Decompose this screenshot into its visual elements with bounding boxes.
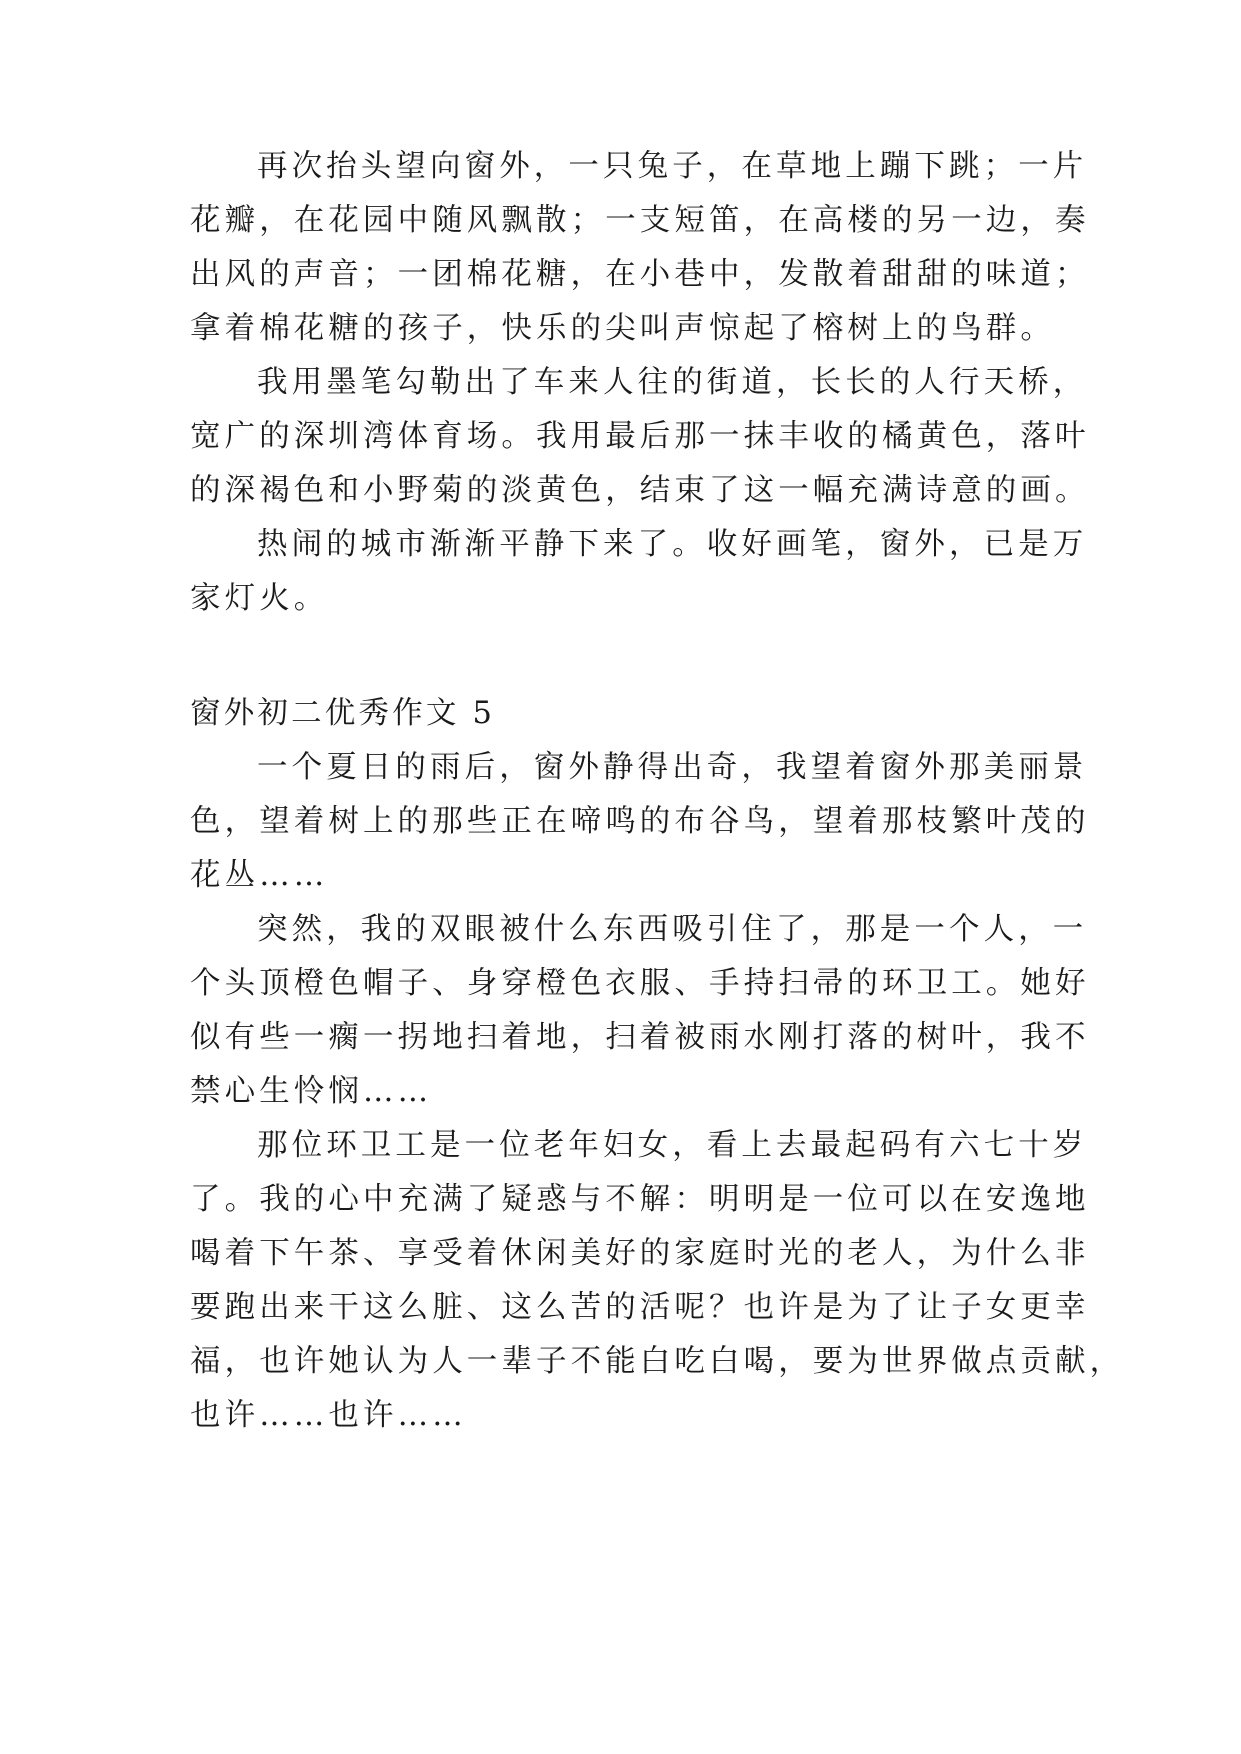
- paragraph-line: 热闹的城市渐渐平静下来了。收好画笔，窗外，已是万: [257, 527, 1088, 562]
- paragraph-line: 色，望着树上的那些正在啼鸣的布谷鸟，望着那枝繁叶茂的: [190, 804, 1090, 839]
- paragraph-line: 似有些一瘸一拐地扫着地，扫着被雨水刚打落的树叶，我不: [190, 1020, 1090, 1055]
- paragraph-line: 出风的声音；一团棉花糖，在小巷中，发散着甜甜的味道；: [190, 257, 1090, 292]
- paragraph-line: 要跑出来干这么脏、这么苦的活呢？也许是为了让子女更幸: [190, 1290, 1090, 1325]
- section-title: 窗外初二优秀作文 5: [190, 696, 496, 731]
- paragraph-line: 突然，我的双眼被什么东西吸引住了，那是一个人，一: [257, 912, 1088, 947]
- paragraph-line: 了。我的心中充满了疑惑与不解：明明是一位可以在安逸地: [190, 1182, 1090, 1217]
- paragraph-line: 一个夏日的雨后，窗外静得出奇，我望着窗外那美丽景: [257, 750, 1088, 785]
- paragraph-line: 再次抬头望向窗外，一只兔子，在草地上蹦下跳；一片: [257, 149, 1088, 184]
- paragraph-line: 的深褐色和小野菊的淡黄色，结束了这一幅充满诗意的画。: [190, 473, 1090, 508]
- paragraph-line: 拿着棉花糖的孩子，快乐的尖叫声惊起了榕树上的鸟群。: [190, 311, 1055, 346]
- paragraph-line: 花丛……: [190, 858, 329, 893]
- paragraph-line: 花瓣，在花园中随风飘散；一支短笛，在高楼的另一边，奏: [190, 203, 1090, 238]
- paragraph-line: 个头顶橙色帽子、身穿橙色衣服、手持扫帚的环卫工。她好: [190, 966, 1090, 1001]
- paragraph-line: 我用墨笔勾勒出了车来人往的街道，长长的人行天桥，: [257, 365, 1088, 400]
- paragraph-line: 那位环卫工是一位老年妇女，看上去最起码有六七十岁: [257, 1128, 1088, 1163]
- paragraph-line: 禁心生怜悯……: [190, 1074, 433, 1109]
- paragraph-line: 也许……也许……: [190, 1398, 467, 1433]
- paragraph-line: 宽广的深圳湾体育场。我用最后那一抹丰收的橘黄色，落叶: [190, 419, 1090, 454]
- paragraph-line: 福，也许她认为人一辈子不能白吃白喝，要为世界做点贡献，: [190, 1344, 1125, 1379]
- paragraph-line: 喝着下午茶、享受着休闲美好的家庭时光的老人，为什么非: [190, 1236, 1090, 1271]
- paragraph-line: 家灯火。: [190, 581, 329, 616]
